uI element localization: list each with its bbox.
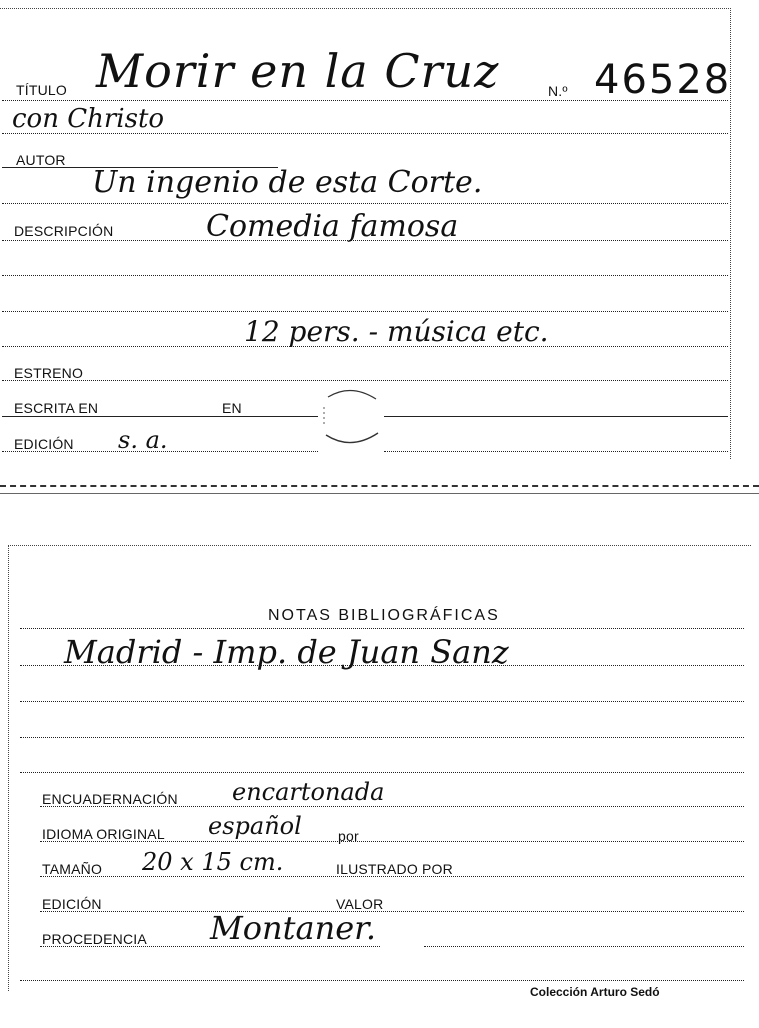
tamano-label: TAMAÑO (42, 861, 103, 877)
edicion-label: EDICIÓN (14, 436, 74, 452)
collection-label: Colección Arturo Sedó (530, 985, 660, 999)
punch-hole-icon (318, 385, 384, 447)
rule-escrita-right (384, 416, 728, 417)
escrita-en-label: ESCRITA EN (14, 400, 99, 416)
rule-bottom (20, 980, 744, 981)
numero-value: 46528 (594, 57, 732, 103)
procedencia-value: Montaner. (210, 909, 377, 947)
rule-notas-1 (20, 628, 744, 629)
encuadernacion-value: encartonada (232, 778, 385, 806)
rule-notas-3 (20, 701, 744, 702)
edicion-back-label: EDICIÓN (42, 896, 102, 912)
rule-blank-2 (2, 311, 728, 312)
rule-blank-1 (2, 275, 728, 276)
tamano-value: 20 x 15 cm. (142, 848, 284, 876)
encuadernacion-label: ENCUADERNACIÓN (42, 791, 178, 807)
por-label: por (338, 828, 359, 844)
rule-notas-4 (20, 737, 744, 738)
valor-label: VALOR (336, 896, 384, 912)
descripcion-value: Comedia famosa (206, 209, 459, 244)
rule-escrita (2, 416, 318, 417)
numero-label: N.º (548, 83, 568, 99)
rule-edicion-right (384, 451, 728, 452)
rule-edicion-back (40, 911, 744, 912)
rule-autor (2, 203, 728, 204)
cut-line (0, 493, 759, 494)
autor-value: Un ingenio de esta Corte. (92, 165, 483, 200)
autor-label: AUTOR (16, 152, 66, 168)
descripcion-extra: 12 pers. - música etc. (244, 315, 549, 348)
idioma-value: español (208, 812, 302, 840)
titulo-value: Morir en la Cruz (96, 44, 500, 98)
titulo-label: TÍTULO (16, 82, 67, 98)
notas-value: Madrid - Imp. de Juan Sanz (64, 633, 509, 671)
idioma-label: IDIOMA ORIGINAL (42, 826, 165, 842)
titulo-value-continued: con Christo (12, 104, 165, 134)
rule-estreno (2, 380, 728, 381)
edicion-value: s. a. (118, 426, 168, 454)
ilustrado-label: ILUSTRADO POR (336, 861, 453, 877)
rule-notas-5 (20, 772, 744, 773)
procedencia-label: PROCEDENCIA (42, 931, 147, 947)
rule-procedencia-right (424, 946, 744, 947)
notas-heading: NOTAS BIBLIOGRÁFICAS (268, 607, 500, 624)
en-label: EN (222, 400, 242, 416)
descripcion-label: DESCRIPCIÓN (14, 223, 114, 239)
cut-line-dashed (0, 485, 759, 487)
estreno-label: ESTRENO (14, 365, 84, 381)
